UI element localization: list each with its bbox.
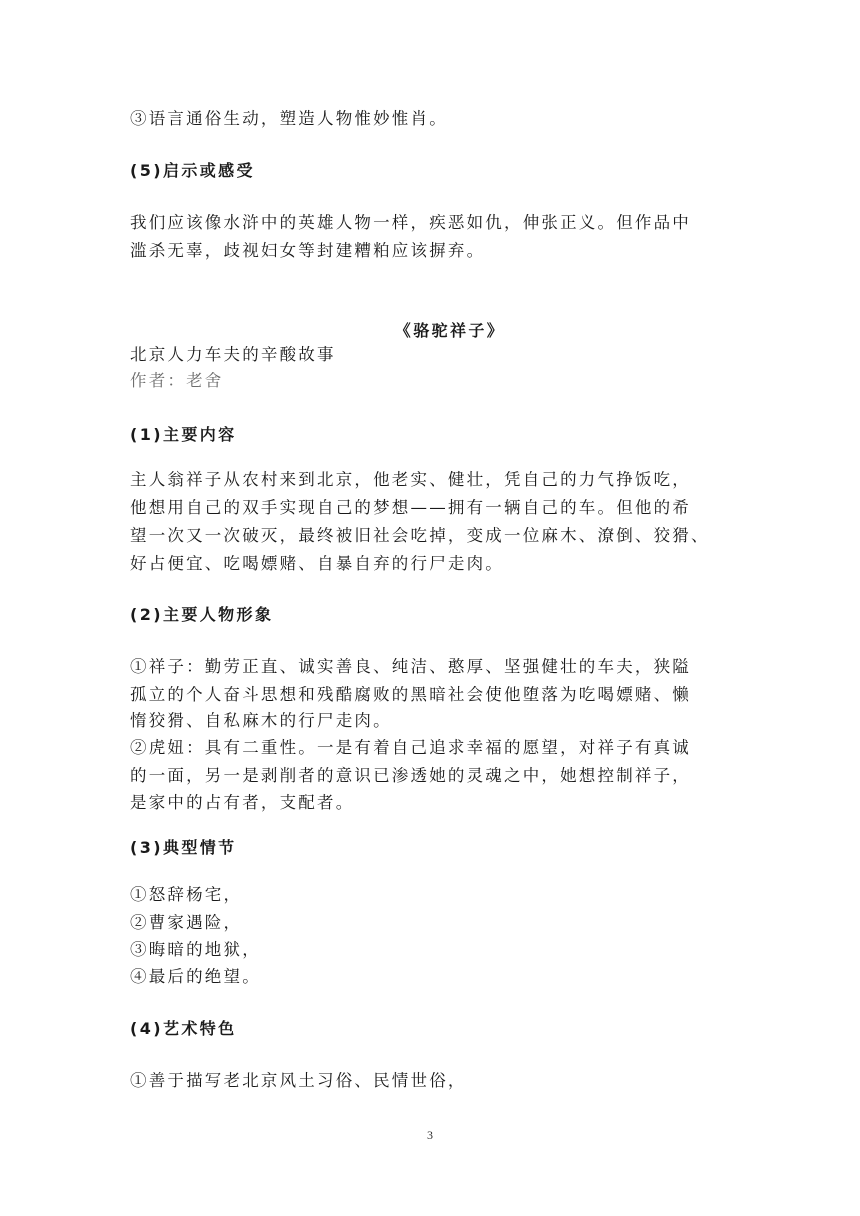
character-line-1: ①祥子：勤劳正直、诚实善良、纯洁、憨厚、坚强健壮的车夫，狭隘 bbox=[130, 657, 691, 676]
character-line-5: 的一面，另一是剥削者的意识已渗透她的灵魂之中，她想控制祥子， bbox=[130, 766, 691, 785]
book-subtitle: 北京人力车夫的辛酸故事 bbox=[130, 345, 336, 364]
insight-line-2: 滥杀无辜，歧视妇女等封建糟粕应该摒弃。 bbox=[130, 241, 486, 260]
art-feature-item-1: ①善于描写老北京风土习俗、民情世俗， bbox=[130, 1071, 467, 1090]
heading-plots: (3)典型情节 bbox=[130, 838, 237, 857]
heading-art-features: (4)艺术特色 bbox=[130, 1019, 237, 1038]
character-line-3: 惰狡猾、自私麻木的行尸走肉。 bbox=[130, 711, 392, 730]
art-feature-item-3: ③语言通俗生动，塑造人物惟妙惟肖。 bbox=[130, 109, 448, 128]
plot-item-1: ①怒辞杨宅， bbox=[130, 885, 243, 904]
main-content-line-3: 望一次又一次破灭，最终被旧社会吃掉，变成一位麻木、潦倒、狡猾、 bbox=[130, 526, 710, 545]
book-author: 作者：老舍 bbox=[130, 371, 224, 390]
plot-item-2: ②曹家遇险， bbox=[130, 913, 243, 932]
main-content-line-1: 主人翁祥子从农村来到北京，他老实、健壮，凭自己的力气挣饭吃， bbox=[130, 470, 691, 489]
heading-insight: (5)启示或感受 bbox=[130, 161, 255, 180]
heading-main-content: (1)主要内容 bbox=[130, 425, 237, 444]
character-line-6: 是家中的占有者，支配者。 bbox=[130, 793, 355, 812]
character-line-2: 孤立的个人奋斗思想和残酷腐败的黑暗社会使他堕落为吃喝嫖赌、懒 bbox=[130, 685, 691, 704]
main-content-line-2: 他想用自己的双手实现自己的梦想——拥有一辆自己的车。但他的希 bbox=[130, 498, 691, 517]
book-title: 《骆驼祥子》 bbox=[394, 321, 506, 340]
plot-item-4: ④最后的绝望。 bbox=[130, 967, 261, 986]
plot-item-3: ③晦暗的地狱， bbox=[130, 940, 261, 959]
insight-line-1: 我们应该像水浒中的英雄人物一样，疾恶如仇，伸张正义。但作品中 bbox=[130, 213, 691, 232]
heading-characters: (2)主要人物形象 bbox=[130, 605, 274, 624]
page-number: 3 bbox=[427, 1128, 433, 1142]
main-content-line-4: 好占便宜、吃喝嫖赌、自暴自弃的行尸走肉。 bbox=[130, 554, 504, 573]
character-line-4: ②虎妞：具有二重性。一是有着自己追求幸福的愿望，对祥子有真诚 bbox=[130, 738, 691, 757]
